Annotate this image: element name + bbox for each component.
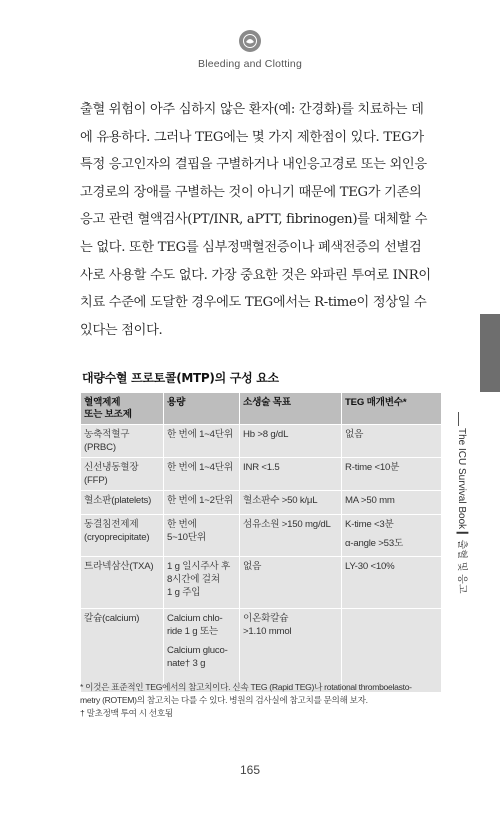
table-cell <box>342 515 442 557</box>
body-paragraph <box>80 96 435 344</box>
table-cell: 없음 <box>342 425 442 458</box>
table-row <box>81 458 442 491</box>
chapter-logo-icon <box>239 30 261 52</box>
table-cell: 한 번에 1~4단위 <box>164 425 240 458</box>
table-row <box>81 557 442 609</box>
column-header: TEG 매개변수* <box>342 393 442 425</box>
table-cell: 혈소판수 >50 k/μL <box>240 491 342 515</box>
table-cell: LY-30 <10% <box>342 557 442 609</box>
table-cell: 농축적혈구(PRBC) <box>81 425 164 458</box>
table-cell: 한 번에 1~4단위 <box>164 458 240 491</box>
table-title: 대량수혈 프로토콜(MTP)의 구성 요소 <box>82 371 279 385</box>
text-line: 특정 응고인자의 결핍을 구별하거나 내인응고경로 또는 외인응 <box>80 157 427 173</box>
page-header <box>0 30 500 70</box>
footnote: † 말초정맥 투여 시 선호됨 <box>80 708 173 718</box>
table-row <box>81 515 442 557</box>
table-cell: Hb >8 g/dL <box>240 425 342 458</box>
table-row <box>81 425 442 458</box>
footnote: * 이것은 표준적인 TEG에서의 참고치이다. 신속 TEG (Rapid TEG)나 rotational thromboelasto- <box>80 682 412 692</box>
table-cell <box>342 609 442 693</box>
text-line: 고경로의 장애를 구별하는 것이 아니기 때문에 TEG가 기존의 <box>80 184 422 200</box>
table-cell: 혈소판(platelets) <box>81 491 164 515</box>
table-cell: R-time <10분 <box>342 458 442 491</box>
footnote: metry (ROTEM)의 참고치는 다를 수 있다. 병원의 검사실에 참고치를 문의해 보자. <box>80 695 368 705</box>
table-cell: 동결침전제제 (cryoprecipitate) <box>81 515 164 557</box>
section-title: 출혈 및 응고 <box>456 539 467 594</box>
table-cell: 1 g 일시주사 후 8시간에 걸쳐 1 g 주입 <box>164 557 240 609</box>
cell-line: α-angle >53도 <box>345 538 404 549</box>
table-cell: INR <1.5 <box>240 458 342 491</box>
chapter-thumb-tab <box>480 314 500 392</box>
text-line: 는 없다. 또한 TEG를 심부정맥혈전증이나 폐색전증의 선별검 <box>80 239 422 255</box>
table-row <box>81 491 442 515</box>
table-cell: 한 번에 5~10단위 <box>164 515 240 557</box>
table-cell: 이온화칼슘 >1.10 mmol <box>240 609 342 693</box>
text-line: 치료 수준에 도달한 경우에도 TEG에서는 R-time이 정상일 수 <box>80 295 427 311</box>
side-divider <box>458 412 459 426</box>
cell-line: Calcium chlo- ride 1 g 또는 <box>167 613 223 637</box>
mtp-table <box>80 392 442 693</box>
book-title: The ICU Survival Book <box>456 428 467 530</box>
running-side-title <box>456 428 471 603</box>
column-header: 혈액제제 또는 보조제 <box>81 393 164 425</box>
table-cell: 신선냉동혈장(FFP) <box>81 458 164 491</box>
table-cell <box>164 609 240 693</box>
table-footnotes <box>80 681 450 720</box>
side-title-text: The ICU Survival Book ▎출혈 및 응고 <box>456 428 467 594</box>
table-header-row <box>81 393 442 425</box>
table-row <box>81 609 442 693</box>
cell-line: Calcium gluco- nate† 3 g <box>167 645 228 669</box>
text-line: 출혈 위험이 아주 심하지 않은 환자(예: 간경화)를 치료하는 데 <box>80 102 424 117</box>
mtp-table-panel <box>80 392 441 677</box>
page-number: 165 <box>239 763 261 777</box>
table-cell: 없음 <box>240 557 342 609</box>
column-header: 소생술 목표 <box>240 393 342 425</box>
text-line: 응고 관련 혈액검사(PT/INR, aPTT, fibrinogen)를 대체할 수 <box>80 212 428 228</box>
table-cell: 칼슘(calcium) <box>81 609 164 693</box>
table-cell: 한 번에 1~2단위 <box>164 491 240 515</box>
table-cell: MA >50 mm <box>342 491 442 515</box>
text-line: 사로 사용할 수도 없다. 가장 중요한 것은 와파린 투여로 INR이 <box>80 267 431 283</box>
table-cell: 섬유소원 >150 mg/dL <box>240 515 342 557</box>
chapter-title: Bleeding and Clotting <box>197 58 303 70</box>
column-header: 용량 <box>164 393 240 425</box>
text-line: 에 유용하다. 그러나 TEG에는 몇 가지 제한점이 있다. TEG가 <box>80 129 424 145</box>
cell-line: K-time <3분 <box>345 519 394 530</box>
table-cell: 트라넥삼산(TXA) <box>81 557 164 609</box>
text-line: 있다는 점이다. <box>80 322 163 338</box>
